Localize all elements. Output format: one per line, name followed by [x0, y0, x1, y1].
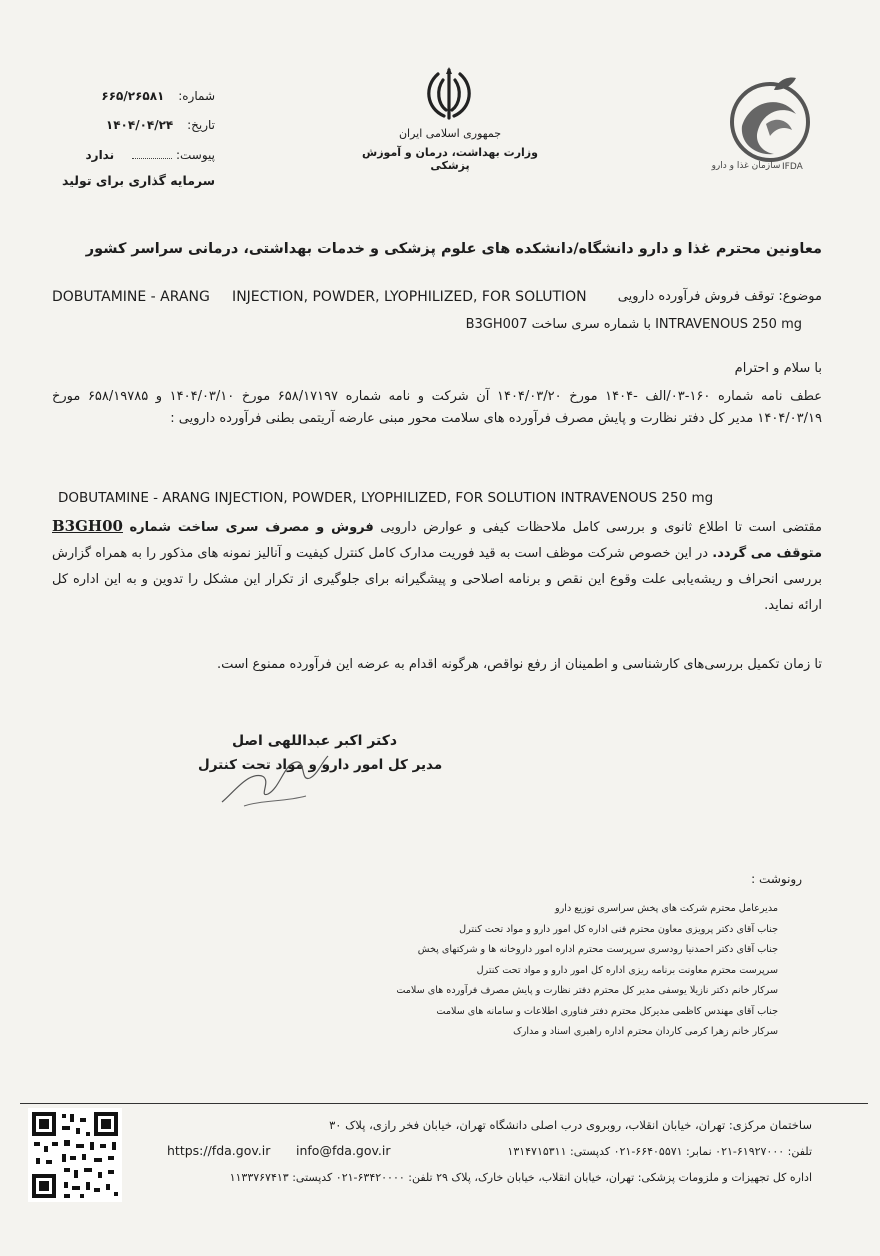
letter-number-label: شماره:: [178, 89, 215, 103]
ifda-logo-icon: [722, 70, 818, 166]
cc-recipient: سرکار خانم دکتر نازیلا یوسفی مدیر کل محترم دفتر نظارت و پایش مصرف فرآورده های سلامت: [396, 985, 778, 996]
ifda-caption-fa: سازمان غذا و دارو: [711, 161, 781, 171]
cc-recipient: جناب آقای مهندس کاظمی مدیرکل محترم دفتر فناوری اطلاعات و سامانه های سلامت: [436, 1005, 778, 1017]
cc-recipient: جناب آقای دکتر پرویزی معاون محترم فنی اداره کل امور دارو و مواد تحت کنترل: [459, 923, 778, 935]
emblem-line-1: جمهوری اسلامی ایران: [398, 127, 502, 140]
attachment-value: ندارد: [85, 148, 115, 162]
letter-date-row: [15, 118, 215, 140]
footer-phones: تلفن: ۶۱۹۲۷۰۰۰-۰۲۱ نمابر: ۶۶۴۰۵۵۷۱-۰۲۱ کدپستی: ۱۳۱۴۷۱۵۳۱۱: [507, 1145, 812, 1158]
cc-recipient: جناب آقای دکتر احمدنیا رودسری سرپرست محترم اداره امور داروخانه ها و شرکتهای پخش: [417, 944, 778, 955]
signatory-name: دکتر اکبر عبداللهی اصل: [232, 733, 398, 749]
cc-recipient: سرپرست محترم معاونت برنامه ریزی اداره کل امور دارو و مواد تحت کنترل: [476, 964, 778, 976]
emblem-line-2: وزارت بهداشت، درمان و آموزش پزشکی: [362, 146, 538, 172]
cc-list: [218, 899, 778, 1043]
paragraph-instruction: [52, 513, 822, 619]
letter-number-value: ۶۶۵/۲۶۵۸۱: [101, 89, 165, 103]
attachment-label: پیوست:: [175, 148, 215, 162]
cc-title: رونوشت :: [751, 872, 802, 886]
addressee: معاونین محترم غذا و دارو دانشگاه/دانشکده های علوم پزشکی و خدمات بهداشتی، درمانی سراسر کشور: [85, 241, 822, 257]
qr-code-icon: [28, 1108, 122, 1202]
subject-drug-name: DOBUTAMINE - ARANG INJECTION, POWDER, LYOPHILIZED, FOR SOLUTION: [52, 289, 587, 305]
signatory-title: مدیر کل امور دارو و مواد تحت کنترل: [198, 757, 443, 773]
footer-website[interactable]: https://fda.gov.ir: [167, 1143, 271, 1158]
attachment-row: [15, 148, 215, 170]
subject-batch-number: B3GH007: [465, 317, 528, 332]
subject-label: موضوع: توقف فروش فرآورده دارویی: [617, 289, 822, 304]
closing-sentence: تا زمان تکمیل بررسی‌های کارشناسی و اطمینان از رفع نواقص، هرگونه اقدام به عرضه این فرآورده ممنوع است.: [217, 657, 822, 672]
instruction-text-1: مقتضی است تا اطلاع ثانوی و بررسی کامل ملاحظات کیفی و عوارض دارویی: [373, 520, 822, 535]
subject-line-2: [466, 317, 802, 332]
letter-date-label: تاریخ:: [187, 118, 215, 132]
footer-address-equipment: اداره کل تجهیزات و ملزومات پزشکی: تهران، خیابان انقلاب، خیابان خارک، پلاک ۲۹ تلفن: ۶۳۴۲۰۰۰۰-۰۲۱ کدپستی: ۱۱۳۳۷۶۷۴۱۳: [229, 1171, 812, 1184]
handwritten-signature-icon: [214, 742, 334, 812]
instruction-bold-2: متوقف می گردد.: [712, 546, 822, 561]
paragraph-reference: عطف نامه شماره ۱۶۰-۰۳/الف -۱۴۰۴ مورخ ۱۴۰۴/۰۳/۲۰ آن شرکت و نامه شماره ۶۵۸/۱۷۱۹۷ مورخ ۱۴۰۴/۰۳/۱۰ و ۶۵۸/۱۹۷۸۵ مورخ ۱۴۰۴/۰۳/۱۹ مدیر کل دفتر نظارت و پایش مصرف فرآورده های سلامت محور مبنی عارضه آریتمی بطنی فرآورده دارویی :: [52, 389, 822, 426]
instruction-bold-1: فروش و مصرف سری ساخت شماره: [129, 520, 374, 535]
subject-line: [52, 289, 822, 311]
instruction-text-2: در این خصوص شرکت موظف است به قید فوریت مدارک کامل کنترل کیفیت و آنالیز نمونه های مذکور را به همراه گزارش بررسی انحراف و ریشه‌یابی علت وقوع این نقص و برنامه اصلاحی و پیشگیرانه برای جلوگیری از تکرار این مشکل را تدوین و به این اداره کل ارائه نماید.: [52, 546, 822, 613]
letter-date-value: ۱۴۰۴/۰۴/۲۴: [105, 118, 174, 132]
subject-batch-label: با شماره سری ساخت: [531, 317, 651, 332]
greeting: با سلام و احترام: [734, 361, 822, 376]
letter-number-row: [15, 89, 215, 111]
iran-emblem-icon: [418, 64, 480, 126]
cc-recipient: مدیرعامل محترم شرکت های پخش سراسری توزیع دارو: [555, 903, 778, 914]
drug-full-name: DOBUTAMINE - ARANG INJECTION, POWDER, LYOPHILIZED, FOR SOLUTION INTRAVENOUS 250 mg: [58, 490, 714, 506]
footer-divider: [20, 1103, 868, 1104]
department-line: سرمایه گذاری برای تولید: [61, 173, 215, 188]
footer-address-main: ساختمان مرکزی: تهران، خیابان انقلاب، روبروی درب اصلی دانشگاه تهران، خیابان فخر رازی، پلاک ۳۰: [329, 1118, 812, 1132]
cc-recipient: سرکار خانم زهرا کرمی کاردان محترم اداره راهبری اسناد و مدارک: [513, 1026, 778, 1037]
footer-email[interactable]: info@fda.gov.ir: [296, 1143, 391, 1158]
batch-code: B3GH00: [52, 517, 123, 535]
subject-dose: INTRAVENOUS 250 mg: [655, 317, 802, 332]
ifda-caption-en: IFDA: [782, 162, 803, 172]
